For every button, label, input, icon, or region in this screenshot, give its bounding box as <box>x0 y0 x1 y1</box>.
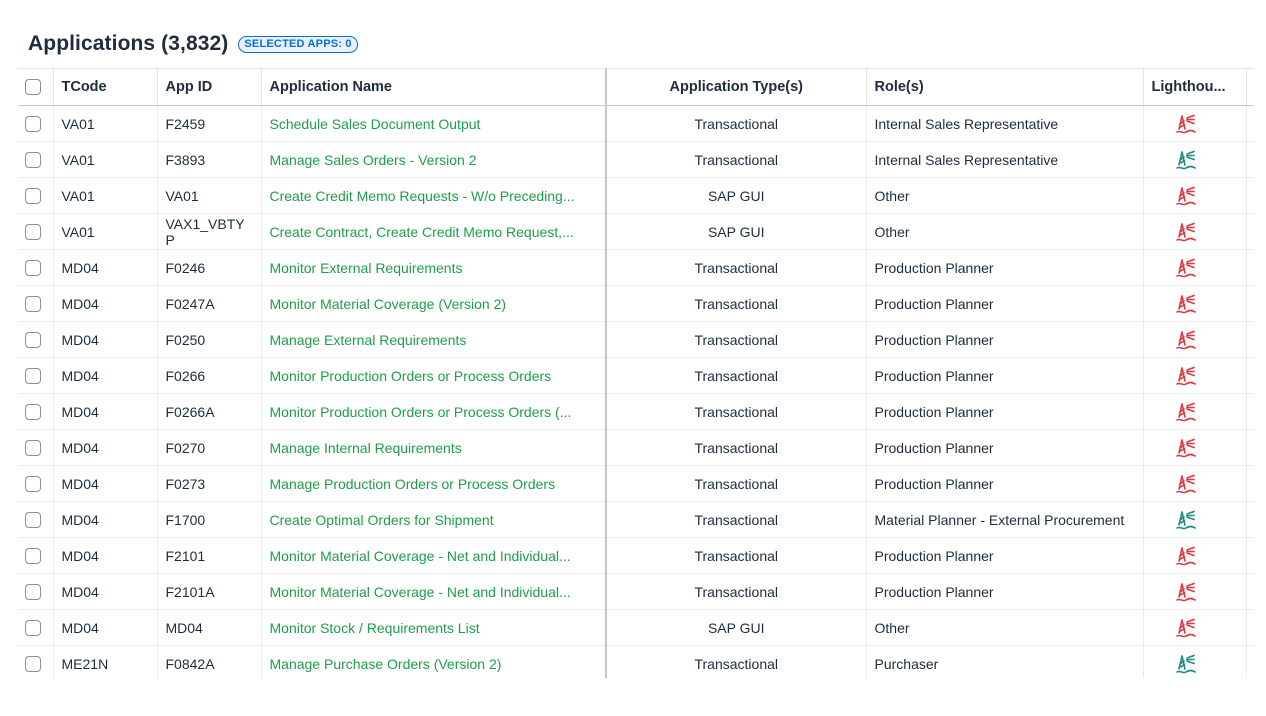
table-row[interactable] <box>18 358 1254 394</box>
filler-cell <box>1246 142 1254 178</box>
lighthouse-red-icon[interactable] <box>1174 220 1198 244</box>
row-select-cell <box>18 394 53 430</box>
lighthouse-red-icon[interactable] <box>1174 616 1198 640</box>
role-cell: Other <box>866 214 1143 250</box>
application-type-cell: Transactional <box>606 322 866 358</box>
tcode-cell: VA01 <box>53 106 157 142</box>
tcode-cell: VA01 <box>53 142 157 178</box>
lighthouse-cell <box>1143 538 1246 574</box>
filler-cell <box>1246 646 1254 679</box>
tcode-cell: MD04 <box>53 430 157 466</box>
role-cell: Production Planner <box>866 250 1143 286</box>
app-id-cell <box>157 466 261 502</box>
lighthouse-cell <box>1143 466 1246 502</box>
app-id-text: F0842A <box>165 655 215 672</box>
lighthouse-red-icon[interactable] <box>1174 436 1198 460</box>
application-name-link[interactable]: Monitor External Requirements <box>261 250 606 286</box>
role-cell: Material Planner - External Procurement <box>866 502 1143 538</box>
tcode-cell: MD04 <box>53 574 157 610</box>
row-checkbox[interactable] <box>25 548 41 564</box>
application-type-cell: Transactional <box>606 466 866 502</box>
lighthouse-red-icon[interactable] <box>1174 112 1198 136</box>
application-type-cell: Transactional <box>606 538 866 574</box>
column-header-application-name[interactable]: Application Name <box>261 69 606 106</box>
app-id-cell <box>157 358 261 394</box>
row-select-cell <box>18 358 53 394</box>
filler-cell <box>1246 394 1254 430</box>
role-cell: Production Planner <box>866 394 1143 430</box>
lighthouse-cell <box>1143 430 1246 466</box>
row-select-cell <box>18 322 53 358</box>
app-id-text: F2101A <box>165 583 215 600</box>
column-header-roles[interactable]: Role(s) <box>866 69 1143 106</box>
app-id-text: F0266A <box>165 403 215 420</box>
lighthouse-red-icon[interactable] <box>1174 292 1198 316</box>
app-id-text: F1700 <box>165 511 206 528</box>
app-id-cell <box>157 106 261 142</box>
role-cell: Production Planner <box>866 322 1143 358</box>
applications-table <box>18 68 1254 678</box>
application-type-cell: Transactional <box>606 250 866 286</box>
lighthouse-cell <box>1143 250 1246 286</box>
lighthouse-cell <box>1143 142 1246 178</box>
app-id-cell <box>157 250 261 286</box>
role-cell: Production Planner <box>866 574 1143 610</box>
lighthouse-cell <box>1143 394 1246 430</box>
select-all-cell <box>18 69 53 106</box>
app-id-cell <box>157 286 261 322</box>
table-row[interactable] <box>18 394 1254 430</box>
app-id-cell <box>157 430 261 466</box>
column-header-application-type[interactable]: Application Type(s) <box>606 69 866 106</box>
page-header <box>28 30 358 58</box>
app-id-cell <box>157 322 261 358</box>
app-id-cell <box>157 178 261 214</box>
filler-cell <box>1246 358 1254 394</box>
lighthouse-red-icon[interactable] <box>1174 472 1198 496</box>
filler-cell <box>1246 538 1254 574</box>
lighthouse-cell <box>1143 286 1246 322</box>
tcode-cell: MD04 <box>53 322 157 358</box>
page-title: Applications (3,832) <box>28 32 229 55</box>
filler-cell <box>1246 466 1254 502</box>
application-type-cell: Transactional <box>606 142 866 178</box>
filler-cell <box>1246 178 1254 214</box>
role-cell: Production Planner <box>866 286 1143 322</box>
lighthouse-teal-icon[interactable] <box>1174 508 1198 532</box>
tcode-cell: MD04 <box>53 286 157 322</box>
filler-cell <box>1246 574 1254 610</box>
filler-cell <box>1246 106 1254 142</box>
app-id-text: F0250 <box>165 331 206 348</box>
row-select-cell <box>18 430 53 466</box>
role-cell: Production Planner <box>866 538 1143 574</box>
app-id-text: F0266 <box>165 367 206 384</box>
filler-cell <box>1246 610 1254 646</box>
row-select-cell <box>18 502 53 538</box>
lighthouse-red-icon[interactable] <box>1174 364 1198 388</box>
application-name-link[interactable]: Manage Internal Requirements <box>261 430 606 466</box>
row-select-cell <box>18 286 53 322</box>
role-cell: Other <box>866 610 1143 646</box>
application-name-link[interactable]: Create Contract, Create Credit Memo Request,... <box>261 214 606 250</box>
row-select-cell <box>18 646 53 679</box>
column-header-filler <box>1246 69 1254 106</box>
app-id-text: F2101 <box>165 547 206 564</box>
table-row[interactable] <box>18 322 1254 358</box>
application-name-link[interactable]: Monitor Production Orders or Process Orders <box>261 358 606 394</box>
lighthouse-cell <box>1143 502 1246 538</box>
row-checkbox[interactable] <box>25 620 41 636</box>
row-select-cell <box>18 214 53 250</box>
filler-cell <box>1246 250 1254 286</box>
application-type-cell: Transactional <box>606 574 866 610</box>
application-type-cell: Transactional <box>606 106 866 142</box>
app-id-cell <box>157 610 261 646</box>
app-id-text: F0247A <box>165 295 215 312</box>
app-id-text: F0273 <box>165 475 206 492</box>
filler-cell <box>1246 502 1254 538</box>
row-checkbox[interactable] <box>25 224 41 240</box>
row-checkbox[interactable] <box>25 476 41 492</box>
lighthouse-cell <box>1143 178 1246 214</box>
lighthouse-teal-icon[interactable] <box>1174 148 1198 172</box>
application-type-cell: Transactional <box>606 430 866 466</box>
application-type-cell: SAP GUI <box>606 178 866 214</box>
lighthouse-red-icon[interactable] <box>1174 256 1198 280</box>
filler-cell <box>1246 286 1254 322</box>
lighthouse-cell <box>1143 214 1246 250</box>
app-id-text: VAX1_VBTYP <box>165 215 245 248</box>
row-select-cell <box>18 466 53 502</box>
row-checkbox[interactable] <box>25 584 41 600</box>
role-cell: Internal Sales Representative <box>866 142 1143 178</box>
column-header-lighthouse[interactable]: Lighthou... <box>1143 69 1246 106</box>
role-cell: Production Planner <box>866 466 1143 502</box>
lighthouse-cell <box>1143 646 1246 679</box>
app-id-text: F0270 <box>165 439 206 456</box>
lighthouse-cell <box>1143 106 1246 142</box>
tcode-cell: MD04 <box>53 610 157 646</box>
role-cell: Purchaser <box>866 646 1143 679</box>
application-type-cell: Transactional <box>606 286 866 322</box>
table-row[interactable] <box>18 538 1254 574</box>
application-type-cell: Transactional <box>606 502 866 538</box>
row-checkbox[interactable] <box>25 116 41 132</box>
table-row[interactable] <box>18 286 1254 322</box>
tcode-cell: VA01 <box>53 214 157 250</box>
app-id-cell <box>157 214 261 250</box>
application-name-link[interactable]: Create Credit Memo Requests - W/o Preceding... <box>261 178 606 214</box>
lighthouse-red-icon[interactable] <box>1174 580 1198 604</box>
lighthouse-red-icon[interactable] <box>1174 400 1198 424</box>
table-row[interactable] <box>18 178 1254 214</box>
row-checkbox[interactable] <box>25 656 41 672</box>
select-all-checkbox[interactable] <box>25 79 41 95</box>
row-select-cell <box>18 610 53 646</box>
lighthouse-red-icon[interactable] <box>1174 544 1198 568</box>
table-row[interactable] <box>18 106 1254 142</box>
row-checkbox[interactable] <box>25 404 41 420</box>
tcode-cell: MD04 <box>53 466 157 502</box>
row-select-cell <box>18 106 53 142</box>
application-name-link[interactable]: Manage External Requirements <box>261 322 606 358</box>
table-row[interactable] <box>18 646 1254 679</box>
role-cell: Other <box>866 178 1143 214</box>
table-row[interactable] <box>18 250 1254 286</box>
row-checkbox[interactable] <box>25 260 41 276</box>
role-cell: Production Planner <box>866 358 1143 394</box>
tcode-cell: MD04 <box>53 358 157 394</box>
row-checkbox[interactable] <box>25 152 41 168</box>
row-select-cell <box>18 142 53 178</box>
row-checkbox[interactable] <box>25 332 41 348</box>
tcode-cell: MD04 <box>53 538 157 574</box>
row-select-cell <box>18 250 53 286</box>
app-id-cell <box>157 394 261 430</box>
application-type-cell: Transactional <box>606 394 866 430</box>
application-type-cell: Transactional <box>606 358 866 394</box>
filler-cell <box>1246 322 1254 358</box>
role-cell: Production Planner <box>866 430 1143 466</box>
application-name-link[interactable]: Monitor Material Coverage (Version 2) <box>261 286 606 322</box>
application-name-link[interactable]: Monitor Stock / Requirements List <box>261 610 606 646</box>
application-name-link[interactable]: Create Optimal Orders for Shipment <box>261 502 606 538</box>
table-row[interactable] <box>18 214 1254 250</box>
app-id-cell <box>157 538 261 574</box>
tcode-cell: MD04 <box>53 502 157 538</box>
row-checkbox[interactable] <box>25 368 41 384</box>
tcode-cell: MD04 <box>53 394 157 430</box>
table-row[interactable] <box>18 574 1254 610</box>
app-id-text: MD04 <box>165 619 203 636</box>
application-name-link[interactable]: Schedule Sales Document Output <box>261 106 606 142</box>
app-id-text: F3893 <box>165 151 206 168</box>
lighthouse-red-icon[interactable] <box>1174 184 1198 208</box>
filler-cell <box>1246 214 1254 250</box>
lighthouse-cell <box>1143 610 1246 646</box>
application-name-link[interactable]: Manage Sales Orders - Version 2 <box>261 142 606 178</box>
column-header-app-id[interactable]: App ID <box>157 69 261 106</box>
table-row[interactable] <box>18 502 1254 538</box>
column-header-tcode[interactable]: TCode <box>53 69 157 106</box>
table-row[interactable] <box>18 610 1254 646</box>
table-row[interactable] <box>18 466 1254 502</box>
application-name-link[interactable]: Manage Production Orders or Process Orders <box>261 466 606 502</box>
application-type-cell: SAP GUI <box>606 610 866 646</box>
row-checkbox[interactable] <box>25 188 41 204</box>
app-id-text: F0246 <box>165 259 206 276</box>
lighthouse-cell <box>1143 358 1246 394</box>
lighthouse-cell <box>1143 574 1246 610</box>
row-select-cell <box>18 574 53 610</box>
row-select-cell <box>18 178 53 214</box>
selected-apps-badge: SELECTED APPS: 0 <box>238 36 357 53</box>
filler-cell <box>1246 430 1254 466</box>
row-select-cell <box>18 538 53 574</box>
lighthouse-cell <box>1143 322 1246 358</box>
app-id-cell <box>157 502 261 538</box>
app-id-text: VA01 <box>165 187 199 204</box>
tcode-cell: ME21N <box>53 646 157 679</box>
application-type-cell: SAP GUI <box>606 214 866 250</box>
lighthouse-teal-icon[interactable] <box>1174 652 1198 676</box>
application-name-link[interactable]: Monitor Material Coverage - Net and Individual... <box>261 538 606 574</box>
row-checkbox[interactable] <box>25 296 41 312</box>
tcode-cell: VA01 <box>53 178 157 214</box>
app-id-cell <box>157 574 261 610</box>
role-cell: Internal Sales Representative <box>866 106 1143 142</box>
table-header-row <box>18 69 1254 106</box>
table-row[interactable] <box>18 430 1254 466</box>
application-name-link[interactable]: Monitor Production Orders or Process Orders (... <box>261 394 606 430</box>
app-id-cell <box>157 646 261 679</box>
application-type-cell: Transactional <box>606 646 866 679</box>
row-checkbox[interactable] <box>25 512 41 528</box>
application-name-link[interactable]: Monitor Material Coverage - Net and Individual... <box>261 574 606 610</box>
table-row[interactable] <box>18 142 1254 178</box>
tcode-cell: MD04 <box>53 250 157 286</box>
row-checkbox[interactable] <box>25 440 41 456</box>
app-id-text: F2459 <box>165 115 206 132</box>
application-name-link[interactable]: Manage Purchase Orders (Version 2) <box>261 646 606 679</box>
app-id-cell <box>157 142 261 178</box>
lighthouse-red-icon[interactable] <box>1174 328 1198 352</box>
